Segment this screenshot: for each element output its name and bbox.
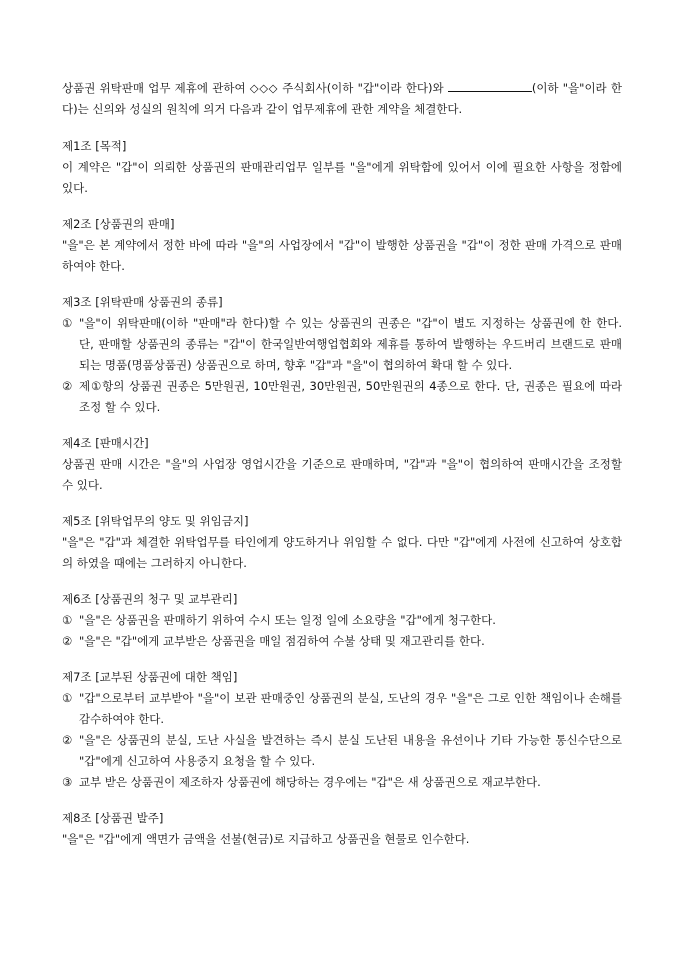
article-body: "을"은 "갑"에게 액면가 금액을 선불(현금)로 지급하고 상품권을 현물로 인수한다. bbox=[62, 832, 470, 846]
article-item bbox=[62, 631, 622, 652]
item-number: ① bbox=[62, 316, 73, 330]
article-body: 상품권 판매 시간은 "을"의 사업장 영업시간을 기준으로 판매하며, "갑"과 "을"이 협의하여 판매시간을 조정할 수 있다. bbox=[62, 457, 622, 492]
item-text: "을"은 "갑"에게 교부받은 상품권을 매일 점검하여 수불 상태 및 재고관리를 한다. bbox=[79, 634, 485, 648]
intro-after-blank: (이하 "을"이라 한다)는 신의와 성실의 원칙에 의거 다음과 같이 업무제휴에 관한 계약을 체결한다. bbox=[62, 81, 623, 116]
article-title: 제6조 [상품권의 청구 및 교부관리] bbox=[62, 592, 238, 606]
article-4 bbox=[62, 433, 622, 496]
intro-paragraph bbox=[62, 78, 622, 120]
item-text: 교부 받은 상품권이 제조하자 상품권에 해당하는 경우에는 "갑"은 새 상품권으로 재교부한다. bbox=[79, 775, 541, 789]
intro-before-blank: 상품권 위탁판매 업무 제휴에 관하여 ◇◇◇ 주식회사(이하 "갑"이라 한다)와 bbox=[62, 81, 444, 95]
item-number: ① bbox=[62, 613, 73, 627]
article-title: 제5조 [위탁업무의 양도 및 위임금지] bbox=[62, 514, 249, 528]
item-text: "을"이 위탁판매(이하 "판매"라 한다)할 수 있는 상품권의 권종은 "갑"이 별도 지정하는 상품권에 한 한다. 단, 판매할 상품권의 종류는 "갑"이 한국일반여행업협회와 제휴를 통하여 발행하는 우드버리 브랜드로 판매되는 명품(명품상품권) 상품권으로 하며, 향후 "갑"과 "을"이 협의하여 확대 할 수 있다. bbox=[79, 316, 622, 372]
item-number: ① bbox=[62, 691, 73, 705]
article-2 bbox=[62, 214, 622, 277]
article-item bbox=[62, 610, 622, 631]
article-body: "을"은 "갑"과 체결한 위탁업무를 타인에게 양도하거나 위임할 수 없다. 다만 "갑"에게 사전에 신고하여 상호합의 하였을 때에는 그러하지 아니한다. bbox=[62, 535, 622, 570]
article-item bbox=[62, 688, 622, 730]
contract-document bbox=[62, 78, 622, 865]
party-name-blank bbox=[448, 80, 532, 92]
article-item bbox=[62, 376, 622, 418]
article-title: 제2조 [상품권의 판매] bbox=[62, 217, 175, 231]
item-text: "을"은 상품권을 판매하기 위하여 수시 또는 일정 일에 소요량을 "갑"에게 청구한다. bbox=[79, 613, 496, 627]
item-number: ② bbox=[62, 733, 73, 747]
article-7 bbox=[62, 667, 622, 793]
article-item bbox=[62, 772, 622, 793]
item-number: ③ bbox=[62, 775, 73, 789]
article-1 bbox=[62, 136, 622, 199]
article-title: 제8조 [상품권 발주] bbox=[62, 811, 164, 825]
article-title: 제4조 [판매시간] bbox=[62, 436, 149, 450]
article-body: 이 계약은 "갑"이 의뢰한 상품권의 판매관리업무 일부를 "을"에게 위탁함에 있어서 이에 필요한 사항을 정함에 있다. bbox=[62, 160, 622, 195]
article-item bbox=[62, 730, 622, 772]
item-text: "을"은 상품권의 분실, 도난 사실을 발견하는 즉시 분실 도난된 내용을 유선이나 기타 가능한 통신수단으로 "갑"에게 신고하여 사용중지 요청을 할 수 있다. bbox=[79, 733, 622, 768]
item-number: ② bbox=[62, 634, 73, 648]
article-body: "을"은 본 계약에서 정한 바에 따라 "을"의 사업장에서 "갑"이 발행한 상품권을 "갑"이 정한 판매 가격으로 판매하여야 한다. bbox=[62, 238, 622, 273]
article-title: 제7조 [교부된 상품권에 대한 책임] bbox=[62, 670, 238, 684]
article-6 bbox=[62, 589, 622, 652]
item-number: ② bbox=[62, 379, 73, 393]
article-item bbox=[62, 313, 622, 376]
article-5 bbox=[62, 511, 622, 574]
item-text: "갑"으로부터 교부받아 "을"이 보관 판매중인 상품권의 분실, 도난의 경우 "을"은 그로 인한 책임이나 손해를 감수하여야 한다. bbox=[79, 691, 622, 726]
article-3 bbox=[62, 292, 622, 418]
item-text: 제①항의 상품권 권종은 5만원권, 10만원권, 30만원권, 50만원권의 4종으로 한다. 단, 권종은 필요에 따라 조정 할 수 있다. bbox=[79, 379, 622, 414]
article-title: 제3조 [위탁판매 상품권의 종류] bbox=[62, 295, 223, 309]
article-title: 제1조 [목적] bbox=[62, 139, 127, 153]
article-8 bbox=[62, 808, 622, 850]
